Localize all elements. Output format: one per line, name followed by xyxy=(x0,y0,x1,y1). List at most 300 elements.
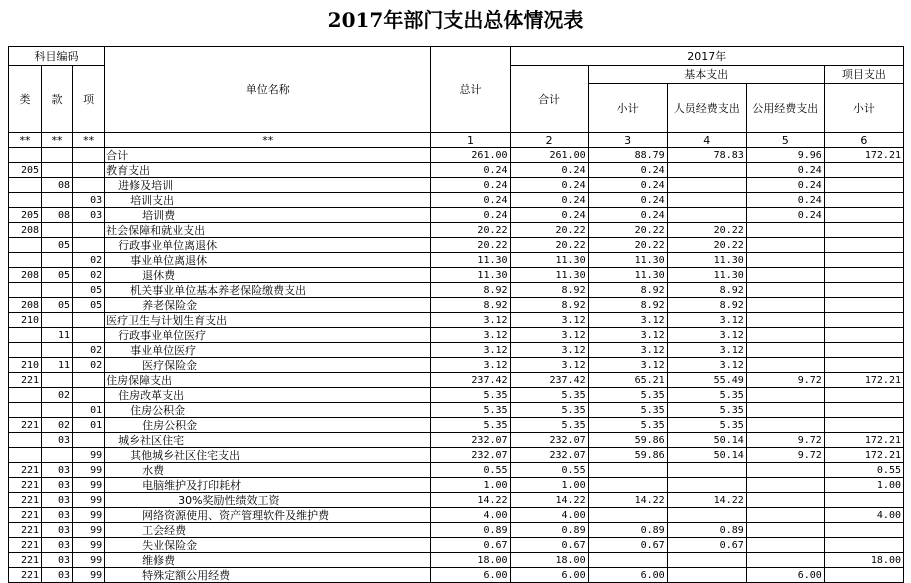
unit-name-cell: 社会保障和就业支出 xyxy=(105,223,431,238)
heji-cell: 20.22 xyxy=(510,223,588,238)
lei-cell xyxy=(9,448,42,463)
table-row xyxy=(9,418,904,433)
total-cell: 6.00 xyxy=(431,568,510,583)
heji-cell: 3.12 xyxy=(510,343,588,358)
total-cell: 1.00 xyxy=(431,478,510,493)
table-row xyxy=(9,253,904,268)
kuan-cell: 08 xyxy=(42,178,73,193)
heji-cell: 0.24 xyxy=(510,208,588,223)
personnel-cell: 50.14 xyxy=(667,448,746,463)
xiang-cell: 05 xyxy=(73,298,105,313)
personnel-cell: 55.49 xyxy=(667,373,746,388)
heji-cell: 5.35 xyxy=(510,403,588,418)
basic-subtotal-cell: 14.22 xyxy=(588,493,667,508)
public-cell xyxy=(746,358,824,373)
project-subtotal-cell xyxy=(824,328,903,343)
lei-cell: 210 xyxy=(9,358,42,373)
total-cell: 0.24 xyxy=(431,178,510,193)
total-cell: 11.30 xyxy=(431,253,510,268)
project-subtotal-cell xyxy=(824,313,903,328)
kuan-cell: 03 xyxy=(42,538,73,553)
table-row xyxy=(9,493,904,508)
xiang-cell: 03 xyxy=(73,193,105,208)
public-cell xyxy=(746,463,824,478)
lei-cell: 221 xyxy=(9,463,42,478)
xiang-cell: 99 xyxy=(73,568,105,583)
table-row xyxy=(9,358,904,373)
unit-name-cell: 30%奖励性绩效工资 xyxy=(105,493,431,508)
kuan-cell xyxy=(42,148,73,163)
basic-subtotal-cell: 8.92 xyxy=(588,283,667,298)
total-cell: 8.92 xyxy=(431,283,510,298)
project-subtotal-cell xyxy=(824,538,903,553)
basic-subtotal-cell: 88.79 xyxy=(588,148,667,163)
public-cell xyxy=(746,418,824,433)
project-subtotal-cell xyxy=(824,178,903,193)
personnel-cell: 50.14 xyxy=(667,433,746,448)
basic-subtotal-cell xyxy=(588,478,667,493)
lei-cell xyxy=(9,433,42,448)
unit-name-cell: 住房公积金 xyxy=(105,403,431,418)
basic-subtotal-cell: 8.92 xyxy=(588,298,667,313)
year-header: 2017年 xyxy=(510,47,903,66)
basic-subtotal-cell: 20.22 xyxy=(588,238,667,253)
mark-cell: ** xyxy=(105,133,431,148)
lei-cell: 208 xyxy=(9,223,42,238)
table-row xyxy=(9,433,904,448)
personnel-cell: 3.12 xyxy=(667,343,746,358)
project-subtotal-cell xyxy=(824,283,903,298)
total-cell: 14.22 xyxy=(431,493,510,508)
unit-name-cell: 医疗保险金 xyxy=(105,358,431,373)
table-row xyxy=(9,238,904,253)
table-row xyxy=(9,448,904,463)
xiang-cell xyxy=(73,373,105,388)
lei-cell xyxy=(9,148,42,163)
unit-name-cell: 培训支出 xyxy=(105,193,431,208)
personnel-cell xyxy=(667,478,746,493)
table-row xyxy=(9,313,904,328)
project-subtotal-cell xyxy=(824,163,903,178)
unit-name-cell: 事业单位离退休 xyxy=(105,253,431,268)
xiang-cell xyxy=(73,148,105,163)
lei-cell: 205 xyxy=(9,163,42,178)
unit-name-cell: 合计 xyxy=(105,148,431,163)
personnel-cell: 5.35 xyxy=(667,403,746,418)
page-title: 2017年部门支出总体情况表 xyxy=(327,8,584,32)
table-row xyxy=(9,553,904,568)
xiang-cell: 05 xyxy=(73,283,105,298)
kuan-cell: 08 xyxy=(42,208,73,223)
public-cell xyxy=(746,403,824,418)
public-cell: 0.24 xyxy=(746,193,824,208)
project-subtotal-cell: 1.00 xyxy=(824,478,903,493)
heji-cell: 5.35 xyxy=(510,418,588,433)
lei-cell xyxy=(9,193,42,208)
table-row xyxy=(9,223,904,238)
project-subtotal-cell xyxy=(824,493,903,508)
personnel-cell xyxy=(667,553,746,568)
public-cell xyxy=(746,313,824,328)
public-cell: 9.72 xyxy=(746,448,824,463)
lei-cell: 221 xyxy=(9,478,42,493)
total-cell: 8.92 xyxy=(431,298,510,313)
public-cell xyxy=(746,553,824,568)
table-row xyxy=(9,508,904,523)
personnel-cell xyxy=(667,163,746,178)
project-subtotal-cell xyxy=(824,403,903,418)
basic-subtotal-cell: 3.12 xyxy=(588,313,667,328)
public-cell xyxy=(746,238,824,253)
lei-cell xyxy=(9,343,42,358)
heji-cell: 232.07 xyxy=(510,448,588,463)
unit-name-cell: 水费 xyxy=(105,463,431,478)
column-number: 3 xyxy=(588,133,667,148)
unit-name-cell: 工会经费 xyxy=(105,523,431,538)
kuan-cell: 03 xyxy=(42,553,73,568)
public-cell xyxy=(746,478,824,493)
xiang-cell xyxy=(73,433,105,448)
public-cell xyxy=(746,343,824,358)
public-cell xyxy=(746,388,824,403)
unit-name-cell: 住房公积金 xyxy=(105,418,431,433)
xiang-cell: 99 xyxy=(73,448,105,463)
basic-subtotal-cell: 0.24 xyxy=(588,163,667,178)
public-cell xyxy=(746,523,824,538)
total-cell: 20.22 xyxy=(431,238,510,253)
heji-cell: 8.92 xyxy=(510,298,588,313)
heji-cell: 11.30 xyxy=(510,268,588,283)
heji-cell: 11.30 xyxy=(510,253,588,268)
unit-name-cell: 特殊定额公用经费 xyxy=(105,568,431,583)
column-number: 5 xyxy=(746,133,824,148)
personnel-cell xyxy=(667,178,746,193)
lei-cell xyxy=(9,238,42,253)
total-cell: 232.07 xyxy=(431,448,510,463)
unit-name-cell: 机关事业单位基本养老保险缴费支出 xyxy=(105,283,431,298)
total-cell: 20.22 xyxy=(431,223,510,238)
kuan-cell: 03 xyxy=(42,508,73,523)
heji-cell: 0.67 xyxy=(510,538,588,553)
xiang-cell: 01 xyxy=(73,403,105,418)
basic-subtotal-cell xyxy=(588,508,667,523)
project-subtotal-cell: 172.21 xyxy=(824,433,903,448)
personnel-cell: 3.12 xyxy=(667,358,746,373)
column-number: 1 xyxy=(431,133,510,148)
unit-name-cell: 城乡社区住宅 xyxy=(105,433,431,448)
total-cell: 5.35 xyxy=(431,418,510,433)
xiang-cell xyxy=(73,328,105,343)
kuan-cell xyxy=(42,313,73,328)
total-cell: 3.12 xyxy=(431,328,510,343)
lei-cell xyxy=(9,328,42,343)
basic-subtotal-cell: 20.22 xyxy=(588,223,667,238)
heji-cell: 20.22 xyxy=(510,238,588,253)
xiang-cell xyxy=(73,163,105,178)
lei-cell: 210 xyxy=(9,313,42,328)
table-row xyxy=(9,193,904,208)
personnel-cell xyxy=(667,208,746,223)
table-row xyxy=(9,298,904,313)
project-subtotal-cell: 18.00 xyxy=(824,553,903,568)
xiang-cell: 02 xyxy=(73,358,105,373)
personnel-cell: 8.92 xyxy=(667,298,746,313)
xiang-cell xyxy=(73,238,105,253)
personnel-cell xyxy=(667,463,746,478)
unit-name-cell: 退休费 xyxy=(105,268,431,283)
lei-cell: 208 xyxy=(9,298,42,313)
table-row xyxy=(9,268,904,283)
kuan-cell: 03 xyxy=(42,463,73,478)
lei-cell: 208 xyxy=(9,268,42,283)
kuan-cell xyxy=(42,283,73,298)
project-subtotal-cell xyxy=(824,208,903,223)
heji-cell: 1.00 xyxy=(510,478,588,493)
table-row xyxy=(9,178,904,193)
kuan-cell: 03 xyxy=(42,523,73,538)
xiang-cell: 99 xyxy=(73,538,105,553)
kuan-header: 款 xyxy=(42,66,73,133)
public-cell xyxy=(746,538,824,553)
unit-name-cell: 培训费 xyxy=(105,208,431,223)
column-number: 2 xyxy=(510,133,588,148)
public-cell xyxy=(746,493,824,508)
kuan-cell: 03 xyxy=(42,568,73,583)
personnel-cell: 5.35 xyxy=(667,418,746,433)
kuan-cell xyxy=(42,253,73,268)
total-cell: 0.89 xyxy=(431,523,510,538)
basic-subtotal-cell: 6.00 xyxy=(588,568,667,583)
xiang-cell xyxy=(73,223,105,238)
xiang-cell: 02 xyxy=(73,253,105,268)
xiang-cell xyxy=(73,178,105,193)
table-row xyxy=(9,283,904,298)
public-cell xyxy=(746,298,824,313)
xiang-cell: 99 xyxy=(73,493,105,508)
public-cell: 0.24 xyxy=(746,208,824,223)
xiang-cell: 99 xyxy=(73,463,105,478)
basic-subtotal-cell xyxy=(588,463,667,478)
personnel-header: 人员经费支出 xyxy=(667,84,746,133)
kuan-cell xyxy=(42,343,73,358)
xiang-cell: 01 xyxy=(73,418,105,433)
basic-subtotal-cell: 3.12 xyxy=(588,358,667,373)
kuan-cell xyxy=(42,448,73,463)
xiang-cell: 02 xyxy=(73,268,105,283)
basic-subtotal-cell: 11.30 xyxy=(588,268,667,283)
table-row xyxy=(9,343,904,358)
project-subtotal-cell xyxy=(824,343,903,358)
personnel-cell: 11.30 xyxy=(667,253,746,268)
public-cell: 9.96 xyxy=(746,148,824,163)
heji-cell: 237.42 xyxy=(510,373,588,388)
heji-cell: 0.55 xyxy=(510,463,588,478)
personnel-cell: 14.22 xyxy=(667,493,746,508)
public-cell xyxy=(746,253,824,268)
heji-header: 合计 xyxy=(510,66,588,133)
xiang-cell: 99 xyxy=(73,508,105,523)
kuan-cell xyxy=(42,193,73,208)
lei-cell xyxy=(9,178,42,193)
project-subtotal-cell xyxy=(824,193,903,208)
heji-cell: 6.00 xyxy=(510,568,588,583)
lei-cell xyxy=(9,283,42,298)
public-cell xyxy=(746,268,824,283)
xiang-cell: 02 xyxy=(73,343,105,358)
personnel-cell: 11.30 xyxy=(667,268,746,283)
lei-cell: 221 xyxy=(9,418,42,433)
expenditure-table xyxy=(8,46,904,583)
table-row xyxy=(9,388,904,403)
project-subtotal-cell: 172.21 xyxy=(824,148,903,163)
lei-cell xyxy=(9,253,42,268)
project-subtotal-cell xyxy=(824,268,903,283)
project-subtotal-cell: 0.55 xyxy=(824,463,903,478)
xiang-cell: 99 xyxy=(73,478,105,493)
project-subtotal-cell: 172.21 xyxy=(824,373,903,388)
unit-name-cell: 网络资源使用、资产管理软件及维护费 xyxy=(105,508,431,523)
basic-subtotal-cell: 0.24 xyxy=(588,193,667,208)
personnel-cell: 5.35 xyxy=(667,388,746,403)
unit-name-cell: 医疗卫生与计划生育支出 xyxy=(105,313,431,328)
column-number: 6 xyxy=(824,133,903,148)
kuan-cell: 03 xyxy=(42,433,73,448)
public-cell xyxy=(746,283,824,298)
basic-subtotal-cell: 0.89 xyxy=(588,523,667,538)
public-cell: 6.00 xyxy=(746,568,824,583)
heji-cell: 232.07 xyxy=(510,433,588,448)
kuan-cell: 03 xyxy=(42,478,73,493)
personnel-cell: 0.89 xyxy=(667,523,746,538)
unit-name-cell: 教育支出 xyxy=(105,163,431,178)
basic-subtotal-cell: 59.86 xyxy=(588,433,667,448)
lei-header: 类 xyxy=(9,66,42,133)
table-row xyxy=(9,568,904,583)
heji-cell: 5.35 xyxy=(510,388,588,403)
basic-subtotal-cell: 0.24 xyxy=(588,178,667,193)
total-cell: 5.35 xyxy=(431,388,510,403)
total-header: 总计 xyxy=(431,47,510,133)
public-header: 公用经费支出 xyxy=(746,84,824,133)
table-row xyxy=(9,463,904,478)
kuan-cell: 02 xyxy=(42,418,73,433)
heji-cell: 3.12 xyxy=(510,328,588,343)
project-subtotal-cell xyxy=(824,223,903,238)
total-cell: 0.24 xyxy=(431,163,510,178)
mark-cell: ** xyxy=(9,133,42,148)
lei-cell xyxy=(9,388,42,403)
public-cell: 0.24 xyxy=(746,163,824,178)
personnel-cell xyxy=(667,568,746,583)
public-cell xyxy=(746,508,824,523)
kuan-cell: 03 xyxy=(42,493,73,508)
project-subtotal-cell xyxy=(824,298,903,313)
table-body xyxy=(9,148,904,583)
project-subtotal-cell xyxy=(824,523,903,538)
total-cell: 232.07 xyxy=(431,433,510,448)
heji-cell: 8.92 xyxy=(510,283,588,298)
unit-name-header: 单位名称 xyxy=(105,47,431,133)
table-row xyxy=(9,523,904,538)
kuan-cell: 05 xyxy=(42,268,73,283)
total-cell: 3.12 xyxy=(431,313,510,328)
heji-cell: 0.24 xyxy=(510,178,588,193)
heji-cell: 0.24 xyxy=(510,193,588,208)
mark-cell: ** xyxy=(42,133,73,148)
personnel-cell: 8.92 xyxy=(667,283,746,298)
heji-cell: 4.00 xyxy=(510,508,588,523)
table-row xyxy=(9,373,904,388)
xiang-cell: 03 xyxy=(73,208,105,223)
unit-name-cell: 住房改革支出 xyxy=(105,388,431,403)
basic-subtotal-cell: 0.24 xyxy=(588,208,667,223)
lei-cell: 221 xyxy=(9,523,42,538)
xiang-cell: 99 xyxy=(73,523,105,538)
heji-cell: 14.22 xyxy=(510,493,588,508)
heji-cell: 3.12 xyxy=(510,358,588,373)
kuan-cell xyxy=(42,223,73,238)
project-subtotal-cell: 172.21 xyxy=(824,448,903,463)
total-cell: 0.24 xyxy=(431,193,510,208)
heji-cell: 261.00 xyxy=(510,148,588,163)
xiang-cell: 99 xyxy=(73,553,105,568)
kuan-cell xyxy=(42,403,73,418)
table-row xyxy=(9,403,904,418)
table-row xyxy=(9,538,904,553)
total-cell: 0.55 xyxy=(431,463,510,478)
personnel-cell: 20.22 xyxy=(667,223,746,238)
mark-cell: ** xyxy=(73,133,105,148)
total-cell: 0.24 xyxy=(431,208,510,223)
heji-cell: 0.89 xyxy=(510,523,588,538)
lei-cell: 221 xyxy=(9,508,42,523)
project-subtotal-cell xyxy=(824,238,903,253)
public-cell: 9.72 xyxy=(746,373,824,388)
column-number: 4 xyxy=(667,133,746,148)
total-cell: 237.42 xyxy=(431,373,510,388)
project-subtotal-cell xyxy=(824,253,903,268)
kuan-cell: 05 xyxy=(42,238,73,253)
xiang-header: 项 xyxy=(73,66,105,133)
basic-subtotal-cell: 5.35 xyxy=(588,403,667,418)
heji-cell: 0.24 xyxy=(510,163,588,178)
kuan-cell: 05 xyxy=(42,298,73,313)
unit-name-cell: 养老保险金 xyxy=(105,298,431,313)
lei-cell: 221 xyxy=(9,553,42,568)
public-cell: 0.24 xyxy=(746,178,824,193)
project-subtotal-cell xyxy=(824,358,903,373)
kuan-cell xyxy=(42,373,73,388)
total-cell: 261.00 xyxy=(431,148,510,163)
personnel-cell xyxy=(667,508,746,523)
kuan-cell: 11 xyxy=(42,358,73,373)
total-cell: 3.12 xyxy=(431,358,510,373)
basic-subtotal-header: 小计 xyxy=(588,84,667,133)
table-header xyxy=(9,47,904,148)
subject-code-header: 科目编码 xyxy=(9,47,105,66)
public-cell xyxy=(746,328,824,343)
project-subtotal-cell xyxy=(824,418,903,433)
total-cell: 18.00 xyxy=(431,553,510,568)
unit-name-cell: 行政事业单位离退休 xyxy=(105,238,431,253)
table-row xyxy=(9,478,904,493)
unit-name-cell: 其他城乡社区住宅支出 xyxy=(105,448,431,463)
basic-expenditure-header: 基本支出 xyxy=(588,66,824,84)
kuan-cell xyxy=(42,163,73,178)
basic-subtotal-cell: 11.30 xyxy=(588,253,667,268)
table-row xyxy=(9,208,904,223)
personnel-cell: 20.22 xyxy=(667,238,746,253)
